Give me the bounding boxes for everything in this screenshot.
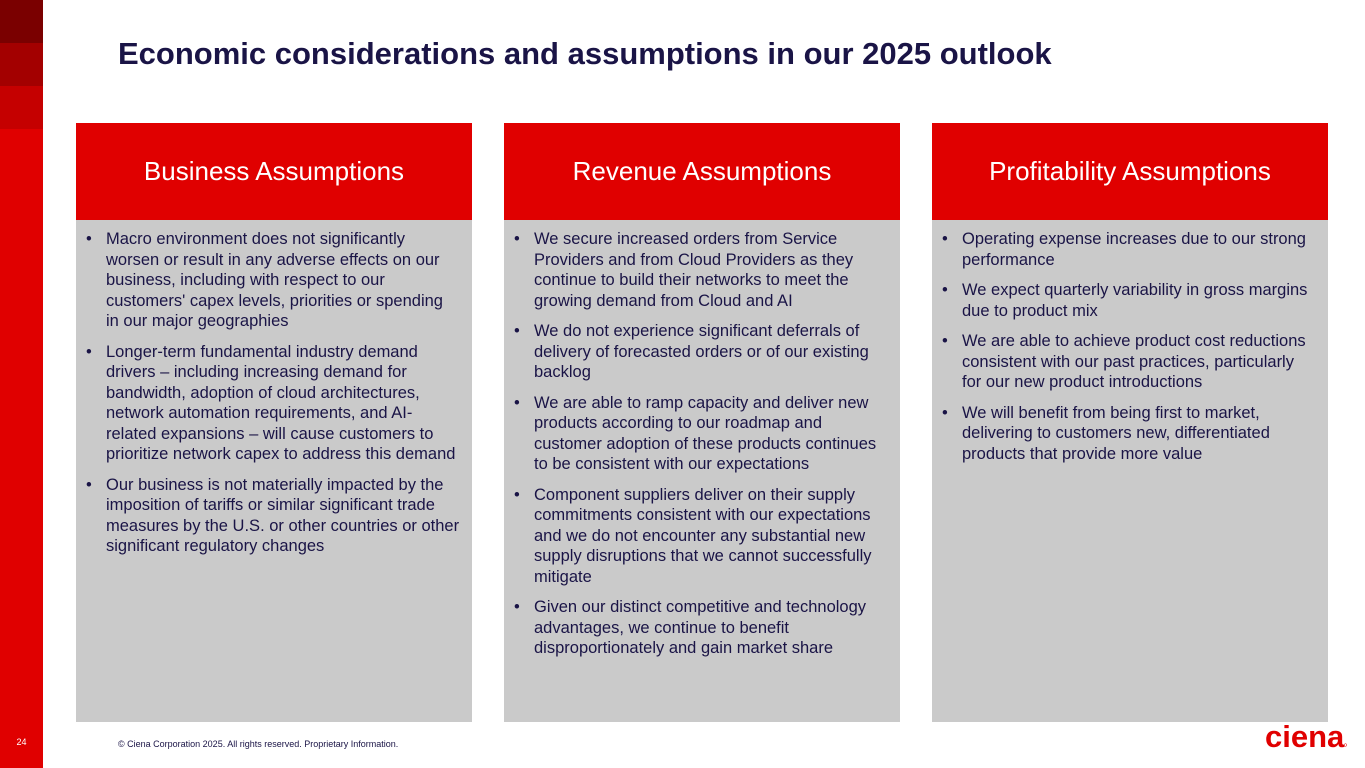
list-item: • Macro environment does not significantly worsen or result in any adverse effects on our business, including with respect to our customers' capex levels, priorities or spending in our major geographies [106,229,460,332]
ciena-logo [1265,718,1349,754]
copyright-footer: © Ciena Corporation 2025. All rights reserved. Proprietary Information. [118,739,399,749]
panel-header-business: Business Assumptions [76,123,472,220]
list-item: • We expect quarterly variability in gross margins due to product mix [962,280,1316,321]
side-accent-block-dark [0,0,43,43]
profitability-assumptions-list [932,220,1328,464]
list-item: • We will benefit from being first to market, delivering to customers new, differentiated products that provide more value [962,403,1316,465]
revenue-assumptions-list [504,220,900,659]
panel-header-revenue: Revenue Assumptions [504,123,900,220]
list-item: • Our business is not materially impacted by the imposition of tariffs or similar significant trade measures by the U.S. or other countries or other significant regulatory changes [106,475,460,557]
list-item: • Operating expense increases due to our strong performance [962,229,1316,270]
side-accent-block-light [0,86,43,129]
panel-header-profitability: Profitability Assumptions [932,123,1328,220]
side-accent-block-medium [0,43,43,86]
profitability-assumptions-panel [932,123,1328,722]
ciena-logo-text: ciena [1265,719,1345,754]
registered-mark-icon [1344,744,1347,747]
list-item: • We are able to achieve product cost reductions consistent with our past practices, particularly for our new product introductions [962,331,1316,393]
list-item: • Longer-term fundamental industry demand drivers – including increasing demand for bandwidth, adoption of cloud architectures, network automation requirements, and AI-related expansions – will cause customers to prioritize network capex to address this demand [106,342,460,465]
slide-title: Economic considerations and assumptions in our 2025 outlook [118,36,1052,71]
list-item: • Given our distinct competitive and technology advantages, we continue to benefit disproportionately and gain market share [534,597,888,659]
list-item: • We do not experience significant deferrals of delivery of forecasted orders or of our existing backlog [534,321,888,383]
list-item: • Component suppliers deliver on their supply commitments consistent with our expectations and we do not encounter any substantial new supply disruptions that we cannot successfully mitigate [534,485,888,588]
business-assumptions-list [76,220,472,557]
list-item: • We are able to ramp capacity and deliver new products according to our roadmap and customer adoption of these products continues to be consistent with our expectations [534,393,888,475]
revenue-assumptions-panel [504,123,900,722]
list-item: • We secure increased orders from Service Providers and from Cloud Providers as they continue to build their networks to meet the growing demand from Cloud and AI [534,229,888,311]
page-number: 24 [16,737,27,747]
business-assumptions-panel [76,123,472,722]
